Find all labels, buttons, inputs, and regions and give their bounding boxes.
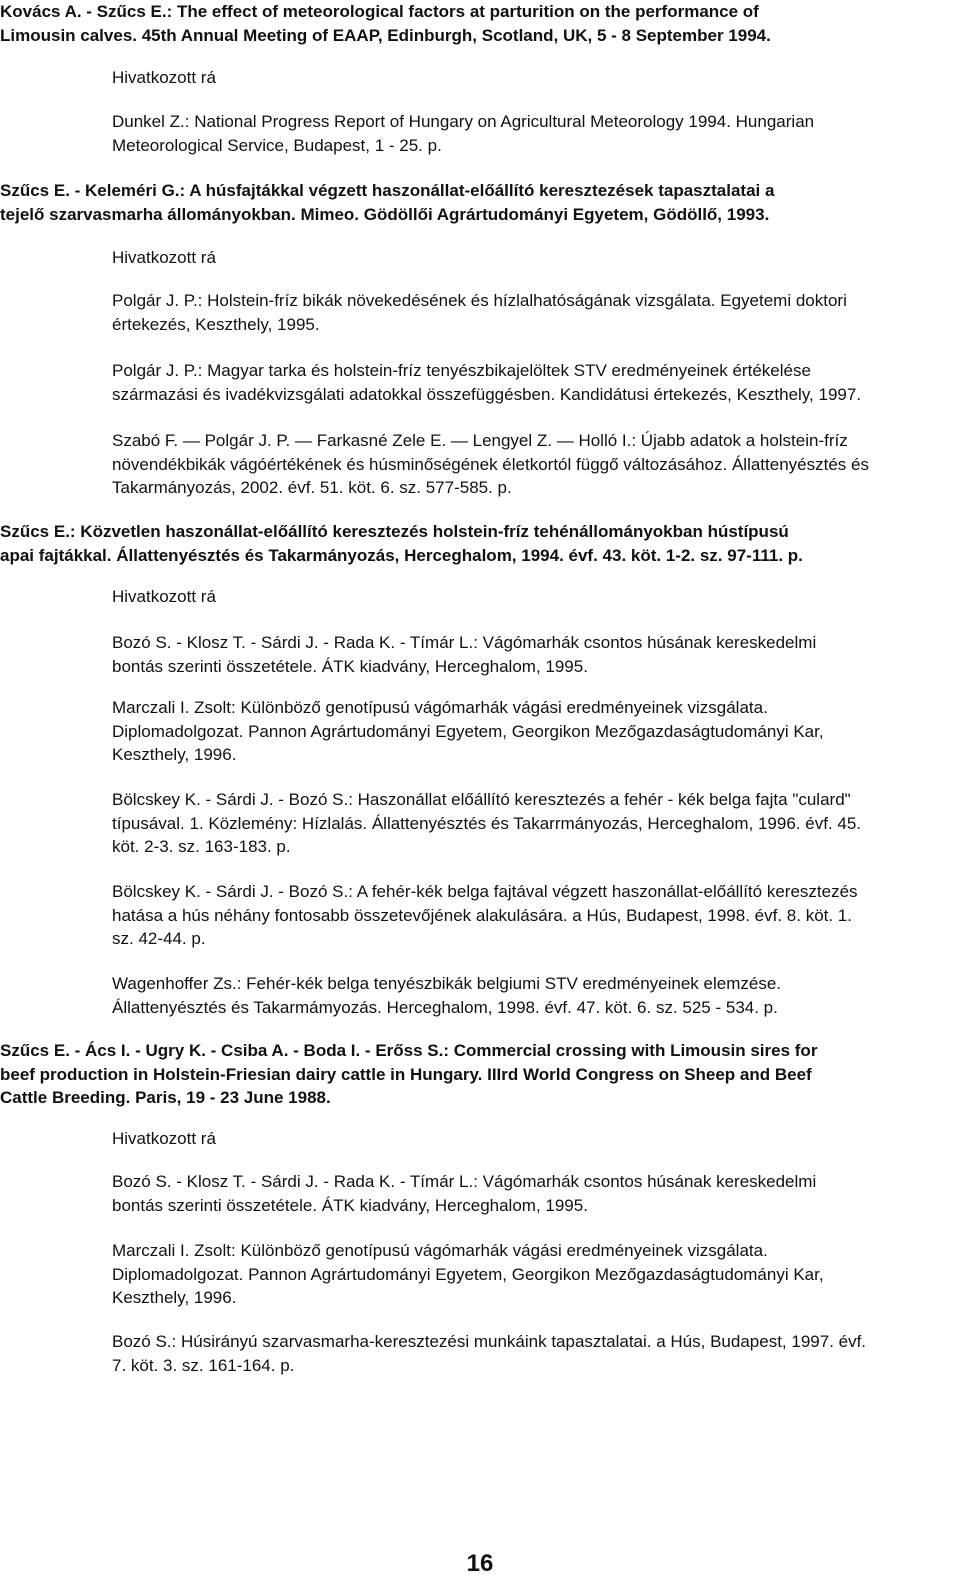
main-reference: Szűcs E.: Közvetlen haszonállat-előállító keresztezés holstein-fríz tehénállományokban hústípusú apai fajtákkal. Állattenyésztés és Takarmányozás, Herceghalom, 1994. évf. 43. köt. 1-2. sz. 97-111. p. [0, 522, 803, 565]
cited-by-label: Hivatkozott rá [112, 587, 216, 606]
citing-reference: Marczali I. Zsolt: Különböző genotípusú vágómarhák vágási eredményeinek vizsgálata. Diplomadolgozat. Pannon Agrártudományi Egyetem, Georgikon Mezőgazdaságtudományi Kar, Keszthely, 1996. [112, 698, 824, 764]
citing-reference: Bölcskey K. - Sárdi J. - Bozó S.: A fehér-kék belga fajtával végzett haszonállat-előállító keresztezés hatása a hús néhány fontosabb összetevőjének alakulására. a Hús, Budapest, 1998. évf. 8. köt. 1. sz. 42-44. p. [112, 882, 858, 948]
citing-reference: Szabó F. — Polgár J. P. — Farkasné Zele E. — Lengyel Z. — Holló I.: Újabb adatok a holstein-fríz növendékbikák vágóértékének és húsminőségének életkortól függő változásához. Állattenyésztés és Takarmányozás, 2002. évf. 51. köt. 6. sz. 577-585. p. [112, 431, 869, 497]
citing-reference: Wagenhoffer Zs.: Fehér-kék belga tenyészbikák belgiumi STV eredményeinek elemzése. Állattenyésztés és Takarmámyozás. Herceghalom, 1998. évf. 47. köt. 6. sz. 525 - 534. p. [112, 974, 781, 1017]
citing-reference: Bozó S. - Klosz T. - Sárdi J. - Rada K. - Tímár L.: Vágómarhák csontos húsának kereskedelmi bontás szerinti összetétele. ÁTK kiadvány, Herceghalom, 1995. [112, 1172, 817, 1215]
citing-reference: Bölcskey K. - Sárdi J. - Bozó S.: Haszonállat előállító keresztezés a fehér - kék belga fajta "culard" típusával. 1. Közlemény: Hízlalás. Állattenyésztés és Takarrmányozás, Herceghalom, 1996. évf. 45. köt. 2-3. sz. 163-183. p. [112, 790, 861, 856]
citing-reference: Dunkel Z.: National Progress Report of Hungary on Agricultural Meteorology 1994. Hungarian Meteorological Service, Budapest, 1 - 25. p. [112, 112, 815, 155]
citing-reference: Bozó S. - Klosz T. - Sárdi J. - Rada K. - Tímár L.: Vágómarhák csontos húsának kereskedelmi bontás szerinti összetétele. ÁTK kiadvány, Herceghalom, 1995. [112, 633, 817, 676]
citing-reference: Polgár J. P.: Holstein-fríz bikák növekedésének és hízlalhatóságának vizsgálata. Egyetemi doktori értekezés, Keszthely, 1995. [112, 291, 847, 334]
citing-reference: Bozó S.: Húsirányú szarvasmarha-keresztezési munkáink tapasztalatai. a Hús, Budapest, 1997. évf. 7. köt. 3. sz. 161-164. p. [112, 1332, 867, 1375]
main-reference: Szűcs E. - Keleméri G.: A húsfajtákkal végzett haszonállat-előállító keresztezések tapasztalatai a tejelő szarvasmarha állományokban. Mimeo. Gödöllői Agrártudományi Egyetem, Gödöllő, 1993. [0, 181, 775, 224]
citing-reference: Marczali I. Zsolt: Különböző genotípusú vágómarhák vágási eredményeinek vizsgálata. Diplomadolgozat. Pannon Agrártudományi Egyetem, Georgikon Mezőgazdaságtudományi Kar, Keszthely, 1996. [112, 1241, 824, 1307]
main-reference: Szűcs E. - Ács I. - Ugry K. - Csiba A. - Boda I. - Erőss S.: Commercial crossing with Limousin sires for beef production in Holstein-Friesian dairy cattle in Hungary. IIIrd World Congress on Sheep and Beef Cattle Breeding. Paris, 19 - 23 June 1988. [0, 1041, 818, 1107]
page-number: 16 [466, 1550, 494, 1577]
cited-by-label: Hivatkozott rá [112, 248, 216, 267]
citing-reference: Polgár J. P.: Magyar tarka és holstein-fríz tenyészbikajelöltek STV eredményeinek értékelése származási és ivadékvizsgálati adatokkal összefüggésben. Kandidátusi értekezés, Keszthely, 1997. [112, 361, 862, 404]
main-reference: Kovács A. - Szűcs E.: The effect of meteorological factors at parturition on the performance of Limousin calves. 45th Annual Meeting of EAAP, Edinburgh, Scotland, UK, 5 - 8 September 1994. [0, 2, 771, 45]
cited-by-label: Hivatkozott rá [112, 1129, 216, 1148]
cited-by-label: Hivatkozott rá [112, 68, 216, 87]
